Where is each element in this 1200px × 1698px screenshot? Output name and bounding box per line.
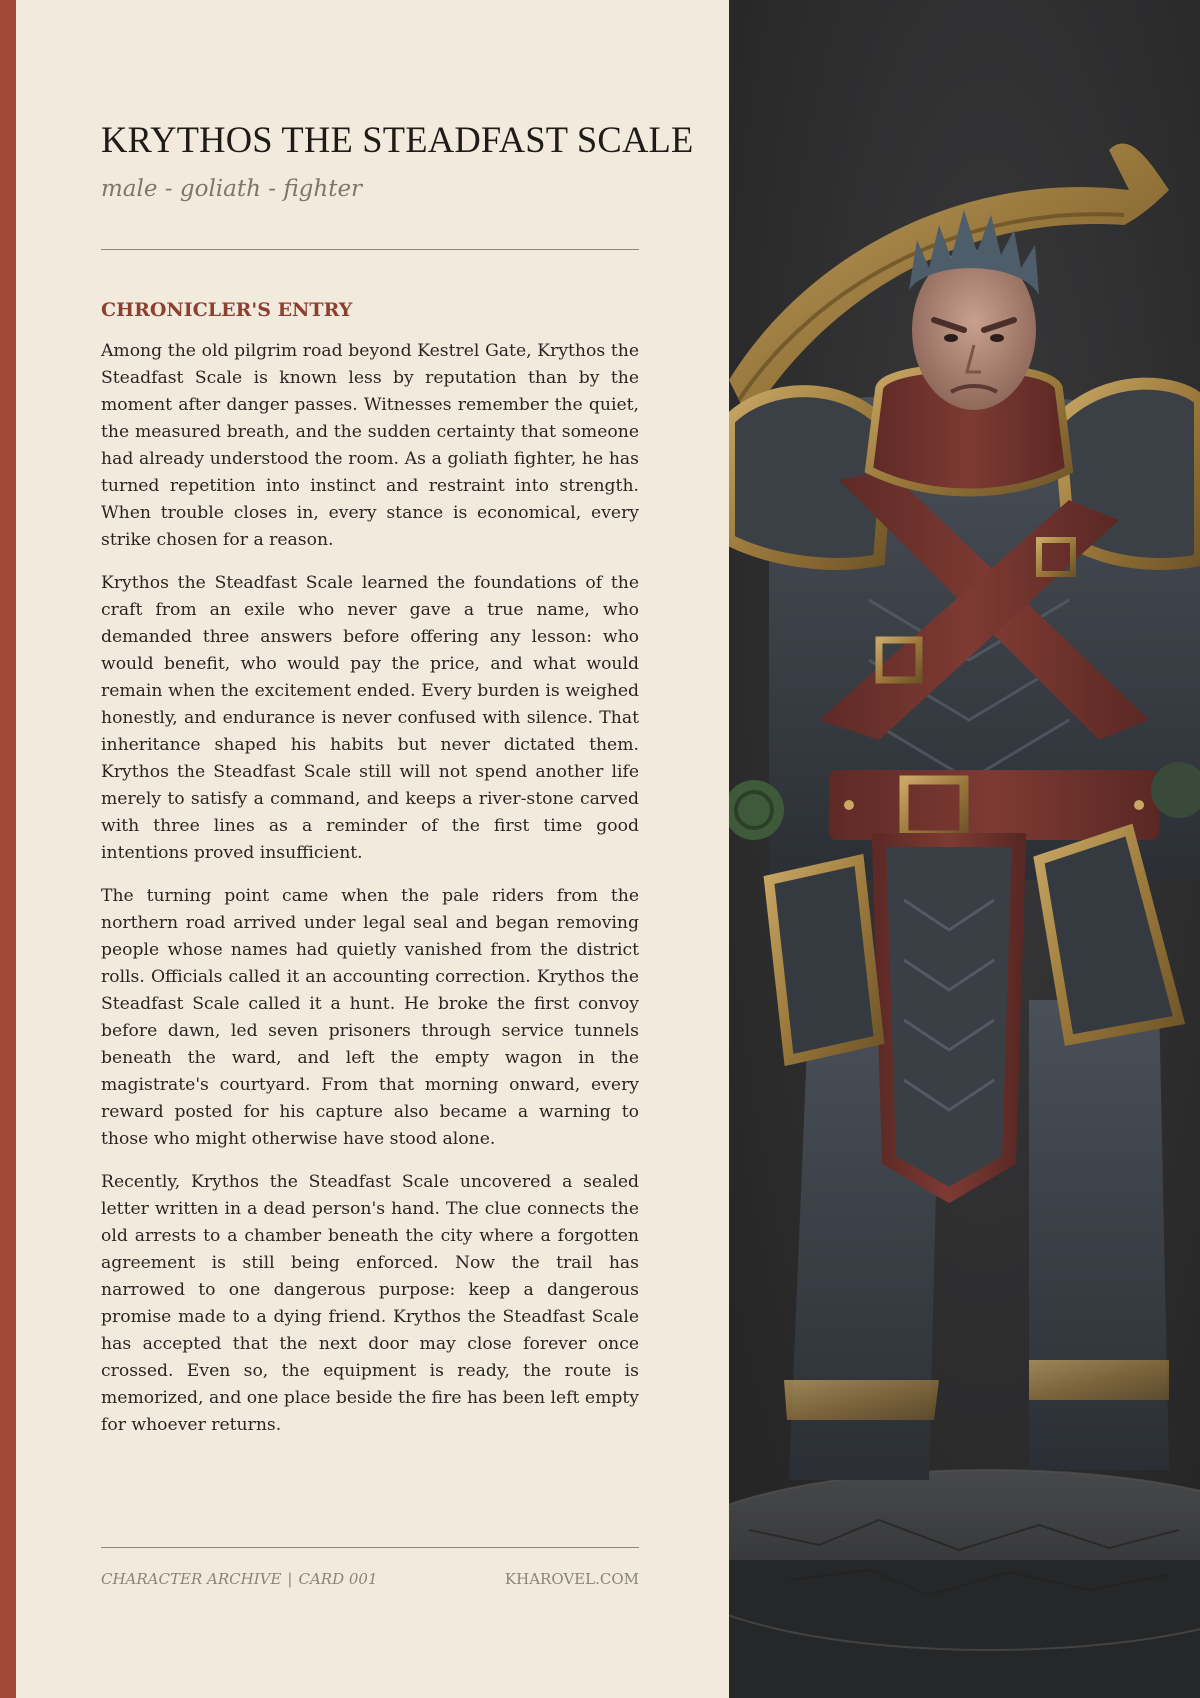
accent-bar [0, 0, 16, 1698]
footer-divider [101, 1547, 639, 1548]
chronicle-paragraph: The turning point came when the pale riders from the northern road arrived under legal seal and began removing people whose names had quietly vanished from the district rolls. Officials called it an accounting correction. Krythos the Steadfast Scale called it a hunt. He broke the first convoy before dawn, led seven prisoners through service tunnels beneath the ward, and left the empty wagon in the magistrate's courtyard. From that morning onward, every reward posted for his capture also became a warning to those who might otherwise have stood alone. [101, 886, 639, 1149]
chronicle-paragraph: Among the old pilgrim road beyond Kestrel Gate, Krythos the Steadfast Scale is known less by reputation than by the moment after danger passes. Witnesses remember the quiet, the measured breath, and the sudden certainty that someone had already understood the room. As a goliath fighter, he has turned repetition into instinct and restraint into strength. When trouble closes in, every stance is economical, every strike chosen for a reason. [101, 341, 639, 550]
chronicle-body [101, 338, 639, 1455]
character-name: KRYTHOS THE STEADFAST SCALE [101, 119, 694, 160]
footer-site-link[interactable]: KHAROVEL.COM [504, 1570, 639, 1588]
miniature-portrait-icon [729, 0, 1200, 1698]
footer-archive-label [101, 1570, 378, 1588]
character-descriptor: male - goliath - fighter [101, 176, 363, 202]
header-divider [101, 249, 639, 250]
chronicle-paragraph: Krythos the Steadfast Scale learned the foundations of the craft from an exile who never gave a true name, who demanded three answers before offering any lesson: who would benefit, who would pay the price, and what would remain when the excitement ended. Every burden is weighed honestly, and endurance is never confused with silence. That inheritance shaped his habits but never dictated them. Krythos the Steadfast Scale still will not spend another life merely to satisfy a command, and keeps a river-stone carved with three lines as a reminder of the first time good intentions proved insufficient. [101, 573, 639, 863]
section-heading: CHRONICLER'S ENTRY [101, 299, 353, 321]
chronicle-paragraph: Recently, Krythos the Steadfast Scale uncovered a sealed letter written in a dead person's hand. The clue connects the old arrests to a chamber beneath the city where a forgotten agreement is still being enforced. Now the trail has narrowed to one dangerous purpose: keep a dangerous promise made to a dying friend. Krythos the Steadfast Scale has accepted that the next door may close forever once crossed. Even so, the equipment is ready, the route is memorized, and one place beside the fire has been left empty for whoever returns. [101, 1172, 639, 1435]
footer-separator: | [287, 1570, 293, 1588]
card-number: CARD 001 [298, 1570, 378, 1588]
archive-label: CHARACTER ARCHIVE [101, 1570, 282, 1588]
portrait-image [729, 0, 1200, 1698]
